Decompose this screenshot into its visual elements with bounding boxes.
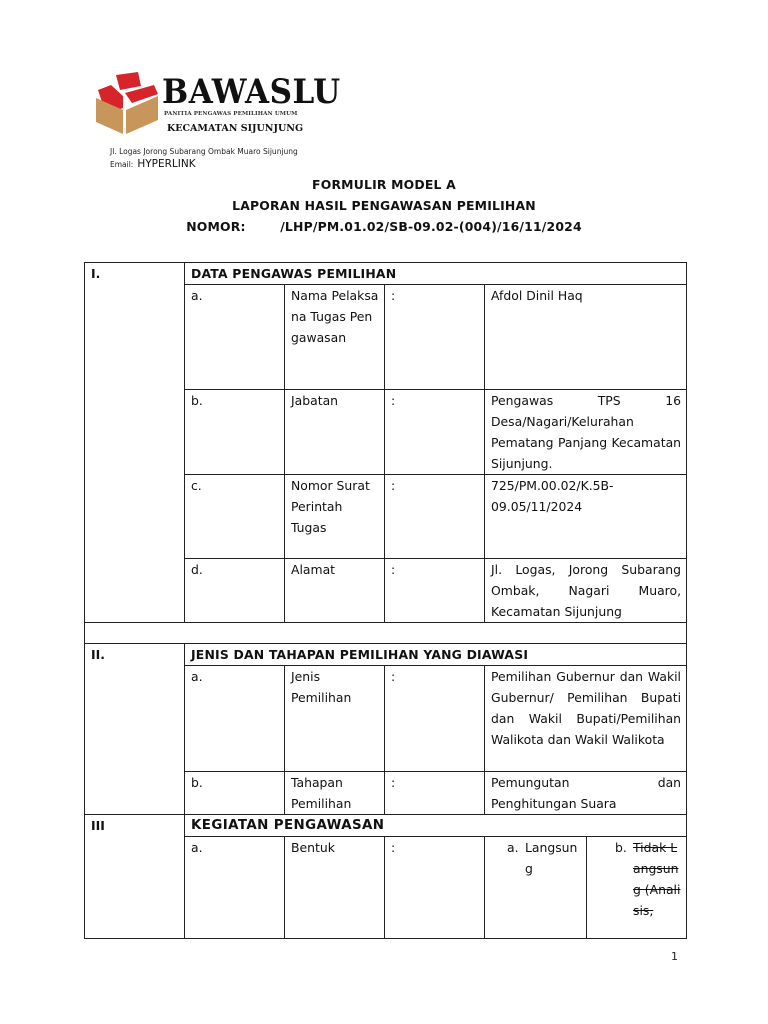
row-value: Pemilihan Gubernur dan Wakil Gubernur/ Pemilihan Bupati dan Wakil Bupati/Pemilihan Walikota dan Wakil Walikota	[485, 666, 687, 772]
section-header-row	[85, 815, 687, 837]
section-number: II.	[85, 644, 185, 815]
row-letter: b.	[185, 772, 285, 815]
row-letter: b.	[185, 390, 285, 475]
option-letter: b.	[615, 840, 627, 855]
row-letter: c.	[185, 475, 285, 559]
page-number: 1	[671, 950, 678, 963]
row-value: 725/PM.00.02/K.5B-09.05/11/2024	[485, 475, 687, 559]
email-label: Email:	[110, 160, 134, 169]
row-label: Nomor Surat Perintah Tugas	[285, 475, 385, 559]
nomor-label: NOMOR:	[186, 219, 246, 234]
report-form-table	[84, 262, 687, 939]
row-value: Jl. Logas, Jorong Subarang Ombak, Nagari Muaro, Kecamatan Sijunjung	[485, 559, 687, 623]
row-value: Afdol Dinil Haq	[485, 285, 687, 390]
row-colon: :	[385, 837, 485, 939]
row-colon: :	[385, 475, 485, 559]
row-letter: d.	[185, 559, 285, 623]
row-label: Bentuk	[285, 837, 385, 939]
row-letter: a.	[185, 285, 285, 390]
email-hyperlink[interactable]: HYPERLINK	[137, 158, 196, 170]
nomor-line	[0, 219, 768, 234]
nomor-value: /LHP/PM.01.02/SB-09.02-(004)/16/11/2024	[280, 219, 582, 234]
row-colon: :	[385, 285, 485, 390]
brand-subtitle: PANITIA PENGAWAS PEMILIHAN UMUM	[164, 111, 298, 117]
spacer-cell	[85, 623, 687, 644]
office-address: Jl. Logas Jorong Subarang Ombak Muaro Sijunjung	[110, 147, 298, 156]
row-label: Nama Pelaksana Tugas Pengawasan	[285, 285, 385, 390]
form-title: FORMULIR MODEL A	[312, 177, 456, 192]
row-label: Alamat	[285, 559, 385, 623]
section-heading: DATA PENGAWAS PEMILIHAN	[185, 263, 687, 285]
row-letter: a.	[185, 837, 285, 939]
row-value: Pemungutan dan Penghitungan Suara	[485, 772, 687, 815]
report-title: LAPORAN HASIL PENGAWASAN PEMILIHAN	[232, 198, 536, 213]
row-colon: :	[385, 666, 485, 772]
row-letter: a.	[185, 666, 285, 772]
option-text: Langsung	[525, 840, 578, 876]
section-heading: JENIS DAN TAHAPAN PEMILIHAN YANG DIAWASI	[185, 644, 687, 666]
option-letter: a.	[507, 840, 519, 855]
row-colon: :	[385, 772, 485, 815]
section-heading: KEGIATAN PENGAWASAN	[185, 815, 687, 837]
brand-name: BAWASLU	[162, 72, 341, 112]
row-label: Jabatan	[285, 390, 385, 475]
brand-district: KECAMATAN SIJUNJUNG	[167, 123, 304, 134]
row-colon: :	[385, 559, 485, 623]
option-tidak-langsung[interactable]	[587, 837, 687, 939]
row-colon: :	[385, 390, 485, 475]
option-text: Tidak Langsung (Analisis,	[633, 840, 681, 918]
section-header-row	[85, 644, 687, 666]
email-line	[110, 158, 196, 170]
section-number: III	[85, 815, 185, 939]
section-header-row	[85, 263, 687, 285]
bawaslu-logo-icon	[96, 72, 160, 134]
row-label: Jenis Pemilihan	[285, 666, 385, 772]
row-label: Tahapan Pemilihan	[285, 772, 385, 815]
spacer-row	[85, 623, 687, 644]
section-number: I.	[85, 263, 185, 623]
option-langsung[interactable]	[485, 837, 587, 939]
row-value: Pengawas TPS 16 Desa/Nagari/Kelurahan Pematang Panjang Kecamatan Sijunjung.	[485, 390, 687, 475]
